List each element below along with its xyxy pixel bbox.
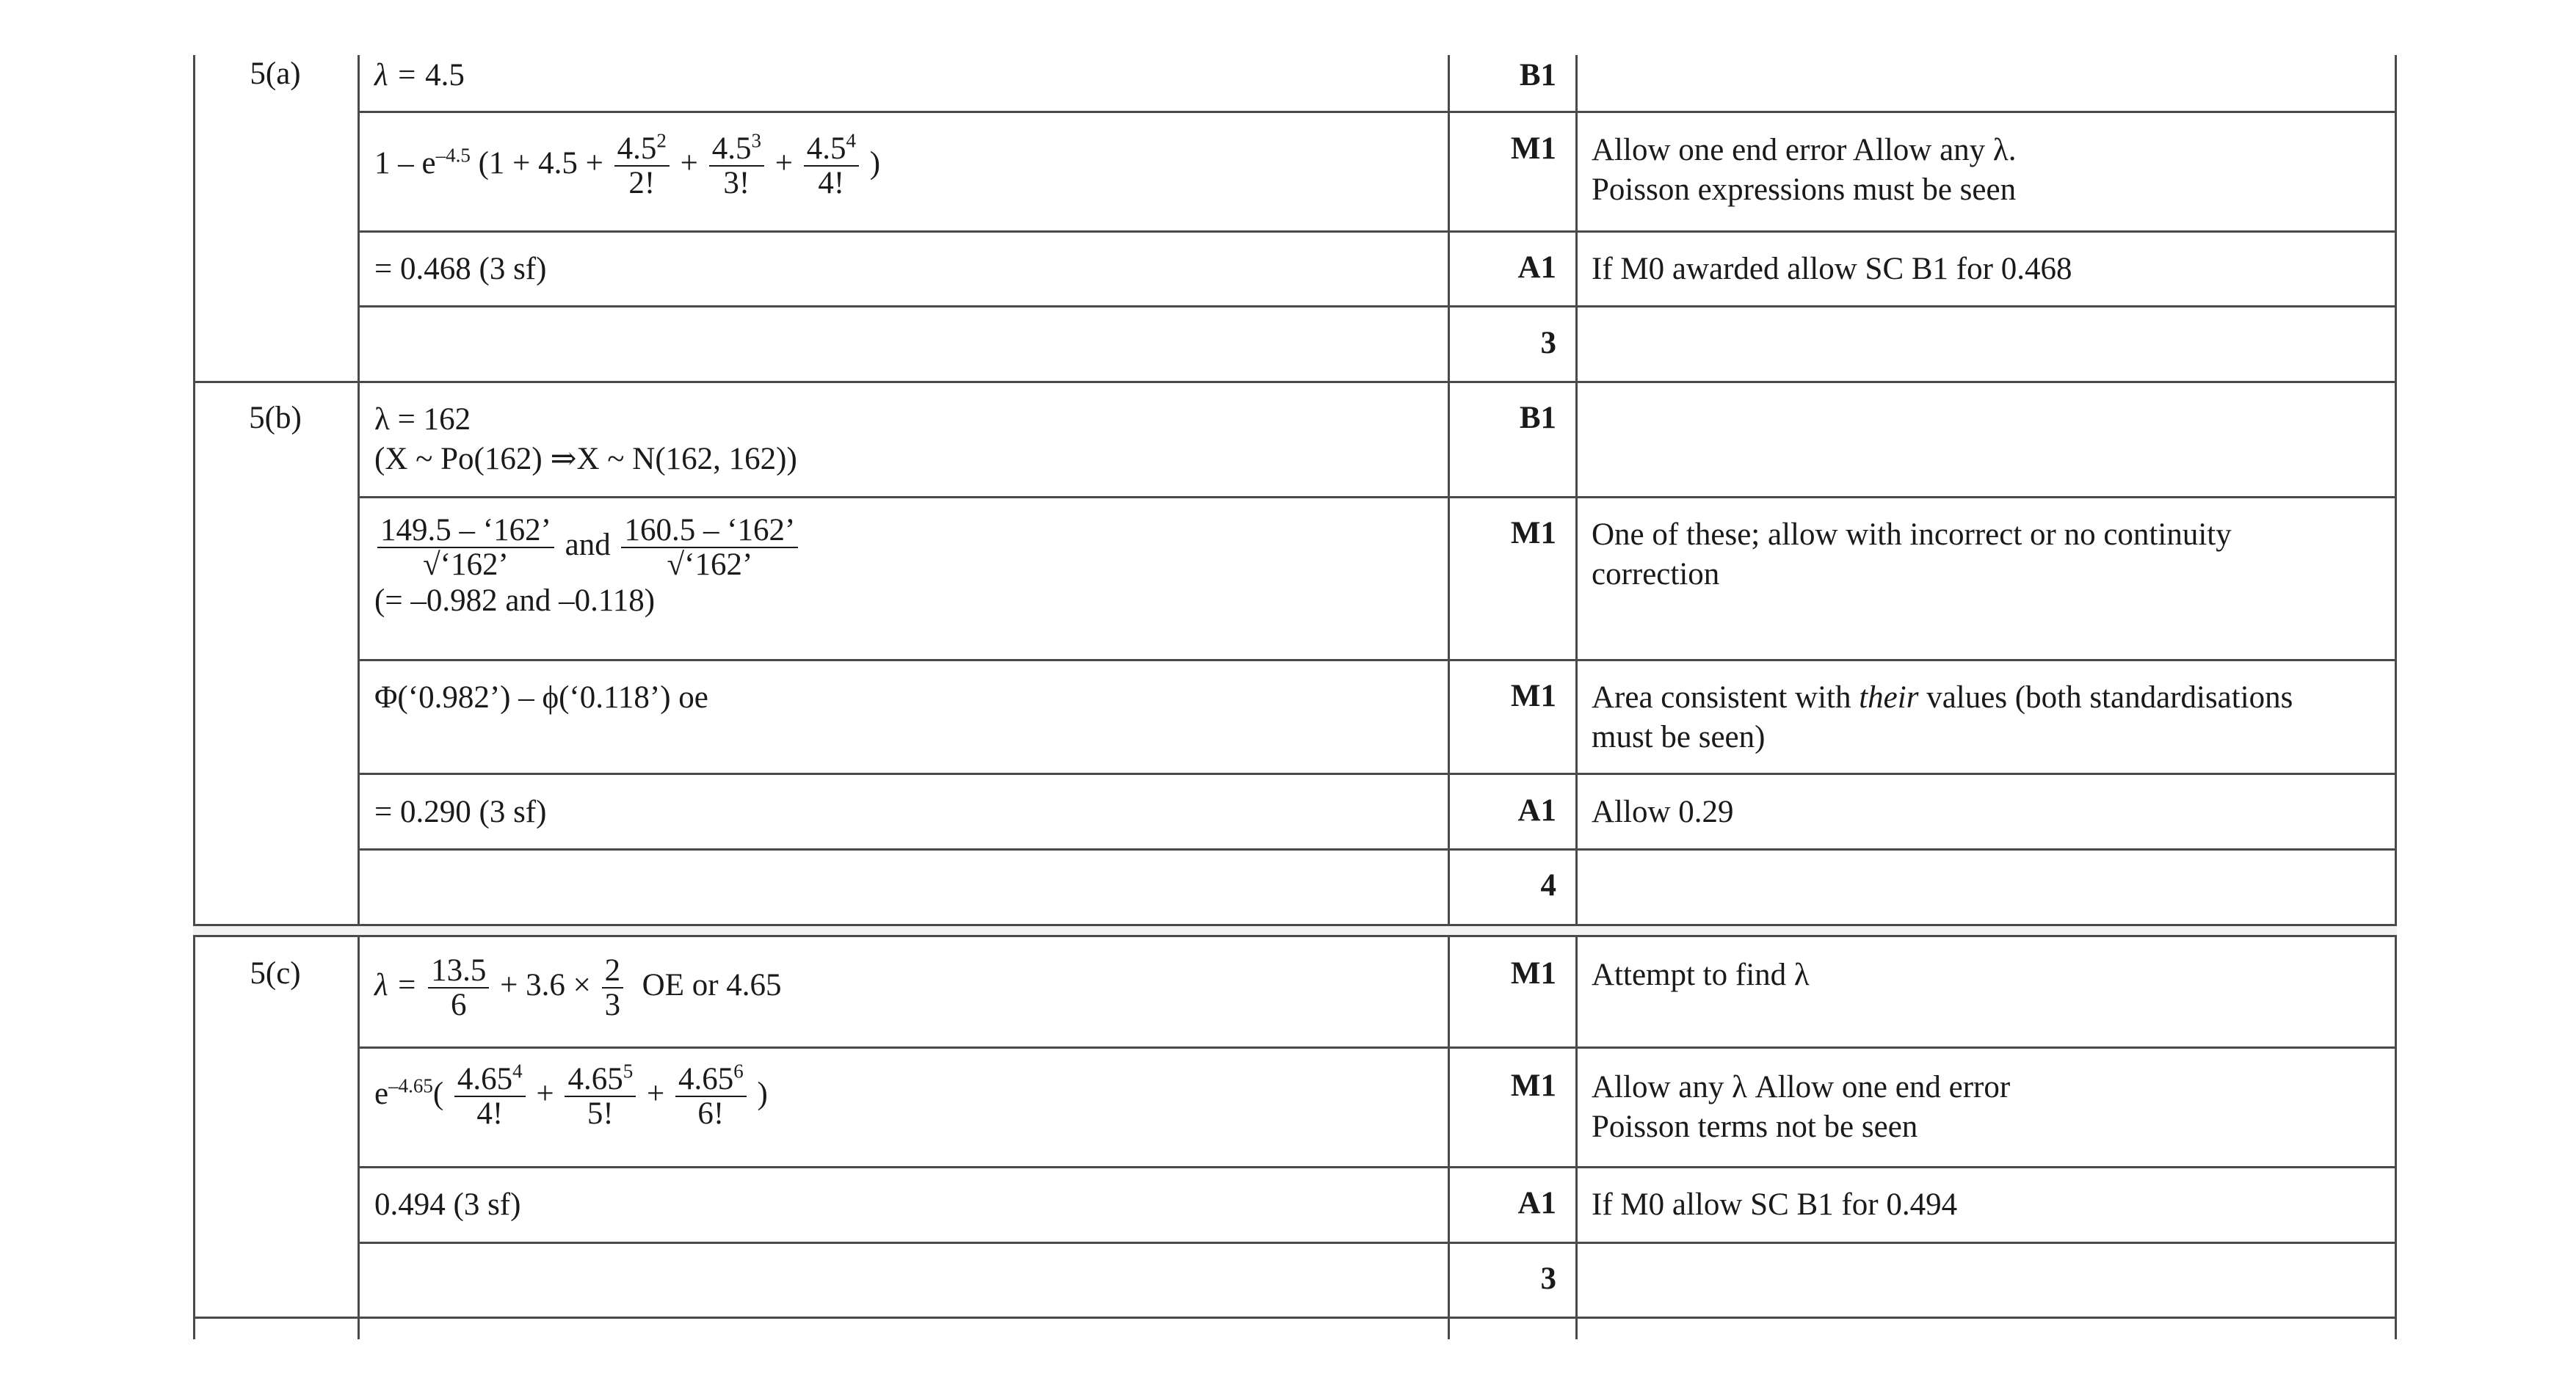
fraction (602, 954, 624, 1022)
note-line (1592, 678, 2293, 718)
fraction-denominator: 6! (697, 1096, 725, 1132)
guidance-note (1592, 678, 2293, 757)
fraction (614, 129, 670, 201)
guidance-note (1592, 515, 2232, 594)
plus-sign: + (680, 146, 698, 181)
fraction-denominator: √‘162’ (667, 547, 753, 583)
fraction (454, 1060, 526, 1132)
note-text: Area consistent with (1592, 680, 1860, 715)
lambda-prefix: λ = (374, 968, 418, 1003)
working-lambda (374, 56, 465, 95)
mark-total: 4 (1540, 868, 1556, 903)
question-label: 5(c) (250, 956, 301, 991)
table-border-left (193, 55, 195, 1339)
fraction-power: 6 (733, 1060, 744, 1082)
row-divider (358, 659, 2397, 661)
fraction-denominator: 2! (628, 166, 656, 201)
plus-sign: + (774, 146, 793, 181)
row-divider (358, 496, 2397, 498)
working-lambda (374, 954, 782, 1022)
note-text: values (both standardisations (1918, 680, 2293, 715)
row-divider (358, 1166, 2397, 1168)
expr-tail: OE or 4.65 (642, 968, 782, 1003)
plus-sign: + (646, 1077, 665, 1112)
mark-code: A1 (1517, 793, 1556, 828)
fraction-power: 3 (751, 129, 761, 152)
fraction-denominator: 3! (723, 166, 750, 201)
guidance-note (1592, 131, 2017, 210)
expr-middle: + 3.6 × (500, 968, 591, 1003)
fraction-numerator: 4.5 (711, 131, 752, 166)
expr-open: ( (432, 1077, 444, 1112)
lambda-prefix: λ = (374, 58, 418, 92)
fraction-power: 2 (656, 129, 667, 152)
row-divider (358, 848, 2397, 851)
row-divider (358, 773, 2397, 775)
note-line: Allow any λ Allow one end error (1592, 1070, 2011, 1104)
working-poisson-expression (374, 129, 881, 201)
mark-code: B1 (1519, 58, 1556, 92)
and-word: and (565, 528, 611, 563)
mark-code: B1 (1519, 401, 1556, 435)
fraction (709, 129, 764, 201)
guidance-note: If M0 allow SC B1 for 0.494 (1592, 1187, 1958, 1222)
working-result: = 0.290 (3 sf) (374, 795, 547, 829)
fraction (621, 514, 798, 581)
fraction-denominator: 3 (604, 988, 621, 1023)
fraction-denominator: 6 (451, 988, 467, 1023)
guidance-note: If M0 awarded allow SC B1 for 0.468 (1592, 252, 2072, 286)
row-divider (358, 1046, 2397, 1049)
fraction-numerator: 4.5 (806, 131, 846, 166)
table-divider-marks (1575, 55, 1578, 1339)
mark-code: M1 (1510, 131, 1556, 166)
lambda-value: 4.5 (425, 58, 465, 92)
fraction-numerator: 4.65 (678, 1062, 734, 1096)
part-divider-double (193, 924, 2397, 937)
fraction-numerator: 149.5 – ‘162’ (377, 514, 554, 548)
working-result: 0.494 (3 sf) (374, 1187, 521, 1222)
guidance-note: Attempt to find λ (1592, 958, 1810, 992)
note-emphasis: their (1859, 680, 1919, 715)
fraction-numerator: 4.65 (567, 1062, 623, 1096)
expr-open: (1 + 4.5 + (478, 146, 603, 181)
table-divider-question (358, 55, 360, 1339)
mark-total: 3 (1540, 1262, 1556, 1296)
row-divider (358, 305, 2397, 307)
note-line: Allow one end error Allow any λ. (1592, 133, 2017, 167)
part-divider (193, 1317, 2397, 1319)
guidance-note: Allow 0.29 (1592, 795, 1734, 829)
mark-code: M1 (1510, 956, 1556, 991)
fraction-numerator: 4.65 (457, 1062, 513, 1096)
fraction-power: 4 (512, 1060, 523, 1082)
fraction-numerator: 160.5 – ‘162’ (621, 514, 798, 548)
fraction (804, 129, 859, 201)
mark-code: A1 (1517, 250, 1556, 285)
mark-code: A1 (1517, 1186, 1556, 1220)
expr-exponent: –4.5 (435, 144, 471, 167)
note-line: must be seen) (1592, 719, 1766, 754)
working-line: λ = 162 (374, 402, 471, 437)
fraction (565, 1060, 636, 1132)
working-standardisation (374, 514, 801, 621)
working-line: (= –0.982 and –0.118) (374, 583, 656, 619)
mark-total: 3 (1540, 326, 1556, 360)
note-line: correction (1592, 556, 1720, 591)
fraction-denominator: 5! (587, 1096, 614, 1132)
expr-lead: e (374, 1077, 389, 1112)
plus-sign: + (536, 1077, 554, 1112)
fraction (675, 1060, 747, 1132)
row-divider (358, 1242, 2397, 1244)
fraction-numerator: 2 (602, 954, 624, 989)
guidance-note (1592, 1068, 2010, 1147)
fraction-denominator: 4! (818, 166, 845, 201)
table-border-right (2395, 55, 2397, 1339)
expr-lead: 1 – e (374, 146, 436, 181)
fraction-denominator: √‘162’ (423, 547, 509, 583)
working-result: = 0.468 (3 sf) (374, 252, 547, 286)
fraction-numerator: 4.5 (617, 131, 657, 166)
fraction (428, 954, 489, 1022)
working-poisson-expression (374, 1060, 768, 1132)
mark-code: M1 (1510, 516, 1556, 550)
part-divider (193, 381, 2397, 383)
row-divider (358, 230, 2397, 233)
fraction-denominator: 4! (476, 1096, 504, 1132)
expr-close: ) (757, 1077, 768, 1112)
fraction-power: 5 (623, 1060, 634, 1082)
note-line: One of these; allow with incorrect or no continuity (1592, 517, 2232, 552)
fraction-numerator: 13.5 (428, 954, 489, 989)
mark-code: M1 (1510, 679, 1556, 713)
expr-close: ) (869, 146, 881, 181)
expr-exponent: –4.65 (388, 1074, 433, 1097)
question-label: 5(b) (249, 401, 302, 435)
fraction-power: 4 (846, 129, 856, 152)
working-area: Φ(‘0.982’) – ϕ(‘0.118’) oe (374, 680, 708, 715)
row-divider (358, 111, 2397, 113)
note-line: Poisson expressions must be seen (1592, 172, 2017, 207)
fraction (377, 514, 554, 581)
note-line: Poisson terms not be seen (1592, 1109, 1918, 1144)
working-lambda (374, 400, 797, 479)
question-label: 5(a) (250, 57, 301, 91)
mark-code: M1 (1510, 1069, 1556, 1103)
working-line: (X ~ Po(162) ⇒X ~ N(162, 162)) (374, 441, 797, 476)
